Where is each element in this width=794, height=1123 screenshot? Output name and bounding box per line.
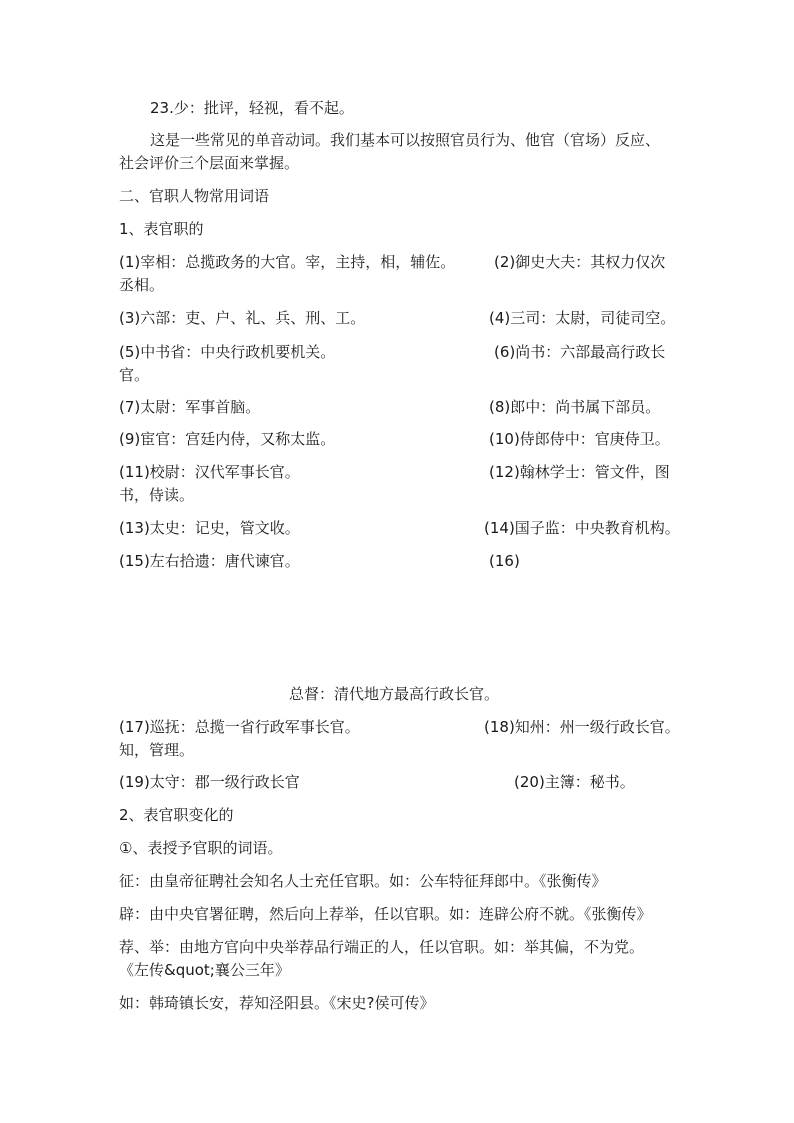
office-entry-6-cont: 官。 xyxy=(119,366,150,384)
office-entry-18: (18)知州：州一级行政长官。 xyxy=(484,718,680,736)
office-entry-3: (3)六部：吏、户、礼、兵、刑、工。 xyxy=(119,309,366,327)
intro-line-1: 这是一些常见的单音动词。我们基本可以按照官员行为、他官（官场）反应、 xyxy=(150,131,661,149)
subheading-2-item-1: ①、表授予官职的词语。 xyxy=(119,839,283,857)
office-entry-18-cont: 知，管理。 xyxy=(119,741,195,759)
office-entry-2-cont: 丞相。 xyxy=(119,276,165,294)
subheading-2: 2、表官职变化的 xyxy=(119,806,234,824)
office-entry-12: (12)翰林学士：管文件，图 xyxy=(489,463,670,481)
office-entry-17: (17)巡抚：总揽一省行政军事长官。 xyxy=(119,718,360,736)
intro-line-2: 社会评价三个层面来掌握。 xyxy=(119,154,300,172)
office-entry-20: (20)主簿：秘书。 xyxy=(514,773,635,791)
office-entry-1: (1)宰相：总揽政务的大官。宰，主持，相，辅佐。 xyxy=(119,253,456,271)
term-zheng: 征：由皇帝征聘社会知名人士充任官职。如：公车特征拜郎中。《张衡传》 xyxy=(119,872,607,890)
example-han-qi: 如：韩琦镇长安，荐知泾阳县。《宋史?侯可传》 xyxy=(119,994,435,1012)
term-jian-ju-cont: 《左传&quot;襄公三年》 xyxy=(119,961,290,979)
office-entry-5: (5)中书省：中央行政机要机关。 xyxy=(119,343,336,361)
office-entry-19: (19)太守：郡一级行政长官 xyxy=(119,773,300,791)
office-entry-4: (4)三司：太尉，司徒司空。 xyxy=(489,309,676,327)
office-entry-2: (2)御史大夫：其权力仅次 xyxy=(494,253,666,271)
office-entry-16: (16) xyxy=(489,552,520,570)
term-jian-ju: 荐、举：由地方官向中央举荐品行端正的人，任以官职。如：举其偏，不为党。 xyxy=(119,938,645,956)
office-entry-11: (11)校尉：汉代军事长官。 xyxy=(119,463,300,481)
office-entry-15: (15)左右拾遗：唐代谏官。 xyxy=(119,552,300,570)
office-entry-14: (14)国子监：中央教育机构。 xyxy=(484,519,680,537)
office-entry-8: (8)郎中：尚书属下部员。 xyxy=(489,398,661,416)
term-bi: 辟：由中央官署征聘，然后向上荐举，任以官职。如：连辟公府不就。《张衡传》 xyxy=(119,905,652,923)
office-entry-12-cont: 书，侍读。 xyxy=(119,486,195,504)
office-entry-7: (7)太尉：军事首脑。 xyxy=(119,398,261,416)
office-entry-10: (10)侍郎侍中：官庚侍卫。 xyxy=(489,430,670,448)
section-heading-2: 二、官职人物常用词语 xyxy=(119,187,270,205)
office-entry-9: (9)宦官：宫廷内侍，又称太监。 xyxy=(119,430,336,448)
office-entry-6: (6)尚书：六部最高行政长 xyxy=(494,343,666,361)
office-entry-zongdu: 总督：清代地方最高行政长官。 xyxy=(289,685,500,703)
item-23-line: 23.少：批评，轻视，看不起。 xyxy=(150,99,354,117)
office-entry-13: (13)太史：记史，管文收。 xyxy=(119,519,300,537)
subheading-1: 1、表官职的 xyxy=(119,220,204,238)
